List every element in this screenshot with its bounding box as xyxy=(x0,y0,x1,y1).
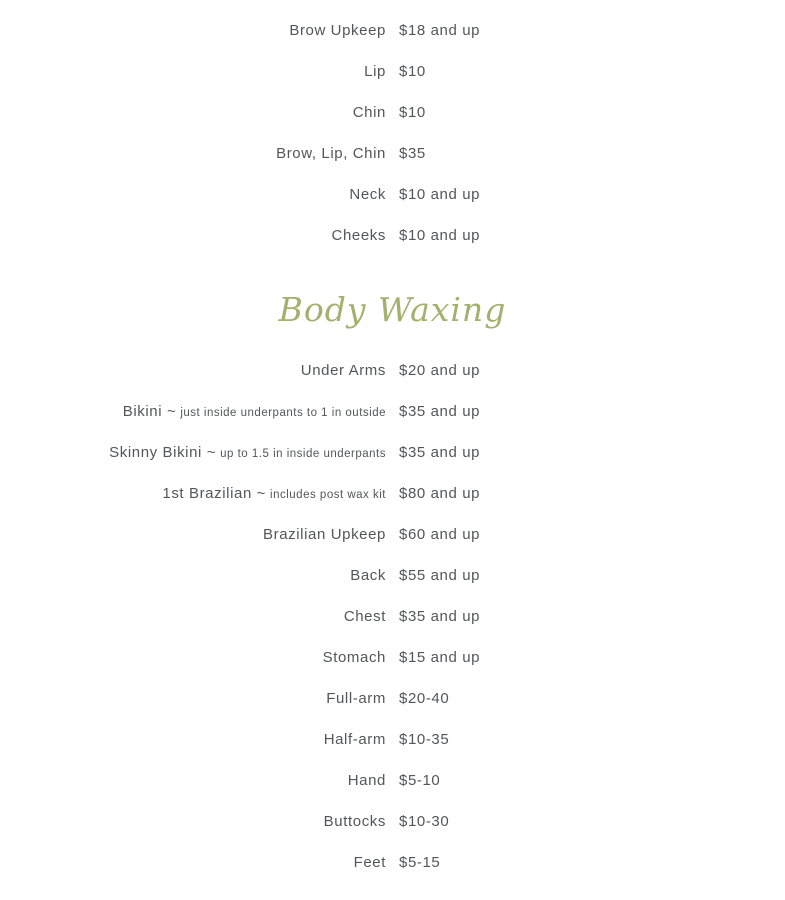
price-row xyxy=(0,842,785,883)
service-name: Lip xyxy=(364,63,386,80)
service-price: $10 xyxy=(399,63,426,80)
service-label xyxy=(0,649,386,666)
service-label xyxy=(0,567,386,584)
service-name: Hand xyxy=(347,772,386,789)
facial-waxing-list xyxy=(0,10,785,256)
service-price: $5-10 xyxy=(399,772,441,789)
service-label xyxy=(0,485,386,502)
service-price: $10-30 xyxy=(399,813,450,830)
price-row xyxy=(0,555,785,596)
service-price: $60 and up xyxy=(399,526,481,543)
service-note: just inside underpants to 1 in outside xyxy=(180,407,386,419)
service-name: Brow, Lip, Chin xyxy=(276,145,386,162)
service-name: Brazilian Upkeep xyxy=(263,526,386,543)
service-name: Half-arm xyxy=(323,731,386,748)
service-label xyxy=(0,444,386,461)
service-name: Cheeks xyxy=(331,227,386,244)
service-label xyxy=(0,186,386,203)
service-label xyxy=(0,227,386,244)
service-price: $10-35 xyxy=(399,731,450,748)
service-label xyxy=(0,813,386,830)
service-label xyxy=(0,526,386,543)
price-row xyxy=(0,719,785,760)
price-row xyxy=(0,133,785,174)
service-price: $10 xyxy=(399,104,426,121)
price-row xyxy=(0,51,785,92)
price-row xyxy=(0,432,785,473)
service-label xyxy=(0,854,386,871)
service-label xyxy=(0,731,386,748)
service-price: $35 and up xyxy=(399,444,481,461)
service-name: Bikini ~ xyxy=(122,403,177,420)
service-note: up to 1.5 in inside underpants xyxy=(220,448,386,460)
service-name: Under Arms xyxy=(300,362,386,379)
service-name: Back xyxy=(350,567,386,584)
service-name: Chest xyxy=(343,608,386,625)
service-label xyxy=(0,63,386,80)
service-name: Stomach xyxy=(322,649,386,666)
section-heading-body-waxing: Body Waxing xyxy=(278,290,507,329)
service-price: $10 and up xyxy=(399,227,481,244)
service-label xyxy=(0,608,386,625)
service-name: Skinny Bikini ~ xyxy=(109,444,217,461)
price-row xyxy=(0,10,785,51)
service-name: Feet xyxy=(353,854,386,871)
service-name: Chin xyxy=(352,104,386,121)
service-label xyxy=(0,104,386,121)
price-row xyxy=(0,215,785,256)
price-row xyxy=(0,678,785,719)
price-row xyxy=(0,92,785,133)
service-price: $35 and up xyxy=(399,608,481,625)
service-price: $18 and up xyxy=(399,22,481,39)
price-row xyxy=(0,174,785,215)
service-name: Full-arm xyxy=(326,690,386,707)
body-waxing-list xyxy=(0,350,785,883)
price-row xyxy=(0,760,785,801)
service-label xyxy=(0,690,386,707)
price-row xyxy=(0,514,785,555)
service-price: $20-40 xyxy=(399,690,450,707)
price-row xyxy=(0,473,785,514)
price-row xyxy=(0,391,785,432)
service-price: $80 and up xyxy=(399,485,481,502)
service-name: Buttocks xyxy=(323,813,386,830)
service-price: $35 and up xyxy=(399,403,481,420)
service-price: $55 and up xyxy=(399,567,481,584)
service-price: $5-15 xyxy=(399,854,441,871)
service-price: $20 and up xyxy=(399,362,481,379)
service-name: Neck xyxy=(349,186,386,203)
service-name: 1st Brazilian ~ xyxy=(162,485,267,502)
service-note: includes post wax kit xyxy=(270,489,386,501)
price-row xyxy=(0,637,785,678)
service-name: Brow Upkeep xyxy=(289,22,386,39)
service-price: $35 xyxy=(399,145,426,162)
service-label xyxy=(0,403,386,420)
service-label xyxy=(0,772,386,789)
service-label xyxy=(0,362,386,379)
service-label xyxy=(0,145,386,162)
price-row xyxy=(0,801,785,842)
service-label xyxy=(0,22,386,39)
service-price: $10 and up xyxy=(399,186,481,203)
service-price: $15 and up xyxy=(399,649,481,666)
price-row xyxy=(0,596,785,637)
price-row xyxy=(0,350,785,391)
